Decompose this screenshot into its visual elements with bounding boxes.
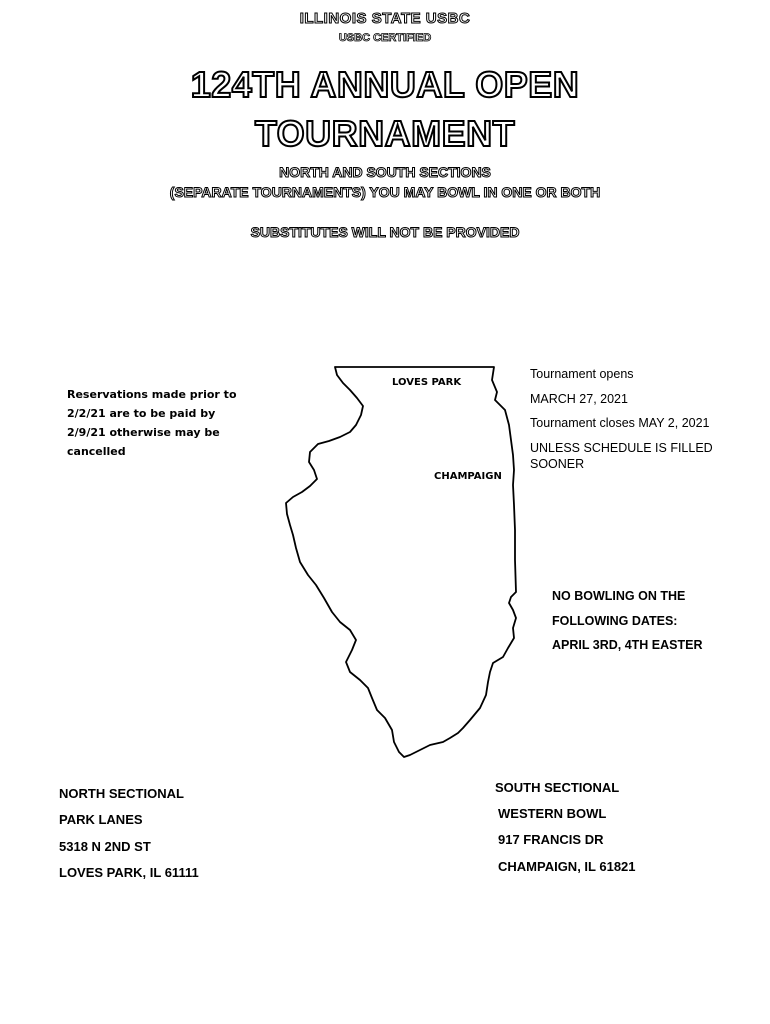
organization-name: ILLINOIS STATE USBC [299, 10, 471, 27]
tournament-opens-date: MARCH 27, 2021 [530, 392, 628, 406]
north-street: 5318 N 2ND ST [59, 839, 151, 854]
tournament-closes: Tournament closes MAY 2, 2021 [530, 416, 710, 430]
reservation-line: 2/9/21 otherwise may be [67, 426, 220, 439]
tournament-opens-label: Tournament opens [530, 367, 634, 381]
reservation-note [67, 385, 267, 461]
south-sectional-heading: SOUTH SECTIONAL [495, 780, 620, 795]
map-city-north: LOVES PARK [392, 377, 462, 388]
reservation-line: Reservations made prior to [67, 388, 237, 401]
reservation-line: 2/2/21 are to be paid by [67, 407, 216, 420]
south-venue: WESTERN BOWL [498, 806, 607, 821]
south-street: 917 FRANCIS DR [498, 832, 604, 847]
unless-schedule-line1: UNLESS SCHEDULE IS FILLED [530, 441, 713, 455]
unless-schedule-line2: SOONER [530, 457, 585, 471]
no-bowling-line1: NO BOWLING ON THE [552, 589, 686, 603]
north-city: LOVES PARK, IL 61111 [59, 865, 199, 880]
title-line-2: TOURNAMENT [254, 113, 516, 154]
sections-subtitle: NORTH AND SOUTH SECTIONS [279, 164, 491, 180]
no-bowling-line3: APRIL 3RD, 4TH EASTER [552, 638, 703, 652]
north-venue: PARK LANES [59, 812, 143, 827]
separate-tournaments-note: (SEPARATE TOURNAMENTS) YOU MAY BOWL IN ONE OR BOTH [169, 184, 601, 200]
reservation-line: cancelled [67, 445, 126, 458]
substitutes-notice: SUBSTITUTES WILL NOT BE PROVIDED [250, 224, 520, 240]
certification-label: USBC CERTIFIED [338, 32, 432, 44]
state-border [286, 367, 516, 757]
north-sectional-heading: NORTH SECTIONAL [59, 786, 184, 801]
map-city-south: CHAMPAIGN [434, 471, 502, 482]
title-line-1: 124TH ANNUAL OPEN [190, 64, 580, 105]
south-city: CHAMPAIGN, IL 61821 [498, 859, 636, 874]
no-bowling-line2: FOLLOWING DATES: [552, 614, 678, 628]
